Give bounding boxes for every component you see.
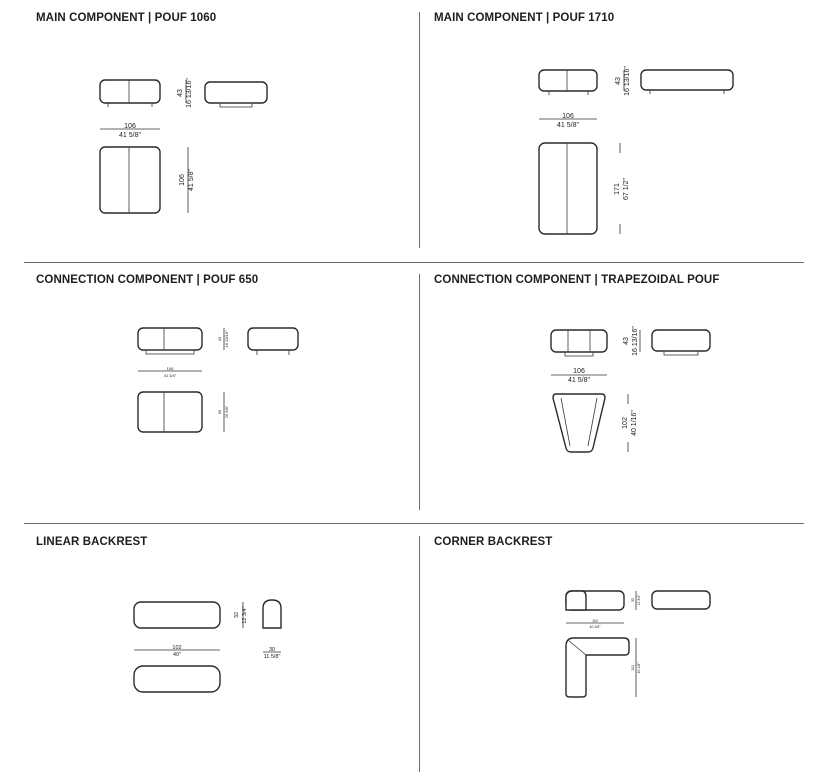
pouf-650-height-cm: 43 bbox=[217, 336, 222, 342]
trapezoidal-pouf-front-view bbox=[551, 330, 607, 352]
pouf-650-top-view bbox=[138, 392, 202, 432]
pouf-1060-height-in: 16 13/16" bbox=[186, 78, 193, 108]
pouf-1710-front-view bbox=[539, 70, 597, 91]
corner-backrest-top-view bbox=[566, 638, 629, 697]
panel-title-pouf-1060: MAIN COMPONENT | POUF 1060 bbox=[36, 12, 217, 24]
corner-backrest-depth-in: 40 1/8" bbox=[637, 662, 641, 674]
pouf-1060-side-view bbox=[205, 82, 267, 103]
corner-backrest-depth-cm: 102 bbox=[631, 665, 635, 671]
corner-backrest-height-cm: 32 bbox=[631, 598, 635, 602]
trapezoidal-pouf-width-in: 41 5/8" bbox=[568, 377, 590, 384]
pouf-1710-depth-cm: 171 bbox=[614, 183, 621, 195]
pouf-1710-height-cm: 43 bbox=[615, 77, 622, 85]
pouf-650-width-in: 41 3/4" bbox=[163, 373, 177, 378]
pouf-650-front-view bbox=[138, 328, 202, 350]
pouf-650-depth-cm: 65 bbox=[217, 409, 222, 415]
pouf-650-width-cm: 106 bbox=[166, 366, 174, 371]
pouf-1060-width-cm: 106 bbox=[124, 123, 136, 130]
pouf-1710-depth-in: 67 1/2" bbox=[623, 178, 630, 200]
linear-backrest-top-view bbox=[134, 666, 220, 692]
corner-backrest-height-in: 12 3/4" bbox=[637, 594, 641, 606]
trapezoidal-pouf-height-cm: 43 bbox=[623, 337, 630, 345]
pouf-1060-width-in: 41 5/8" bbox=[119, 132, 141, 139]
corner-backrest-drawing bbox=[566, 591, 710, 697]
trapezoidal-pouf-side-view bbox=[652, 330, 710, 351]
pouf-650-side-view bbox=[248, 328, 298, 350]
corner-backrest-width-in: 40 1/8" bbox=[589, 625, 601, 629]
trapezoidal-pouf-depth-in: 40 1/16" bbox=[631, 410, 638, 436]
pouf-1060-depth-cm: 106 bbox=[179, 174, 186, 186]
pouf-1060-front-view bbox=[100, 80, 160, 103]
linear-backrest-width-cm: 102 bbox=[172, 645, 182, 651]
linear-backrest-height-cm: 32 bbox=[234, 611, 240, 619]
trapezoidal-pouf-top-view bbox=[553, 394, 605, 452]
pouf-1060-top-view bbox=[100, 147, 160, 213]
linear-backrest-height-in: 12 3/4" bbox=[242, 606, 248, 624]
pouf-1060-drawing bbox=[100, 80, 267, 213]
pouf-1710-width-in: 41 5/8" bbox=[557, 122, 579, 129]
corner-backrest-width-cm: 102 bbox=[592, 619, 598, 623]
panel-title-pouf-1710: MAIN COMPONENT | POUF 1710 bbox=[434, 12, 615, 24]
trapezoidal-pouf-width-cm: 106 bbox=[573, 368, 585, 375]
pouf-1710-top-view bbox=[539, 143, 597, 234]
corner-backrest-side-view bbox=[652, 591, 710, 609]
linear-backrest-side-view bbox=[263, 600, 281, 628]
linear-backrest-depth-cm: 30 bbox=[268, 647, 276, 653]
linear-backrest-drawing bbox=[134, 600, 281, 692]
panel-title-corner-backrest: CORNER BACKREST bbox=[434, 536, 553, 548]
pouf-1060-depth-in: 41 5/8" bbox=[188, 169, 195, 191]
pouf-1710-height-in: 16 13/16" bbox=[624, 66, 631, 96]
pouf-650-height-in: 16 13/16" bbox=[224, 330, 229, 348]
trapezoidal-pouf-height-in: 16 13/16" bbox=[632, 326, 639, 356]
panel-title-linear-backrest: LINEAR BACKREST bbox=[36, 536, 148, 548]
pouf-650-depth-in: 25 5/8" bbox=[224, 405, 229, 419]
trapezoidal-pouf-depth-cm: 102 bbox=[622, 417, 629, 429]
linear-backrest-depth-in: 11 5/8" bbox=[263, 654, 281, 660]
pouf-1710-side-view bbox=[641, 70, 733, 90]
pouf-1710-drawing bbox=[539, 70, 733, 234]
linear-backrest-width-in: 40" bbox=[172, 652, 182, 658]
panel-title-trapezoidal-pouf: CONNECTION COMPONENT | TRAPEZOIDAL POUF bbox=[434, 274, 720, 286]
panel-title-pouf-650: CONNECTION COMPONENT | POUF 650 bbox=[36, 274, 259, 286]
pouf-1060-height-cm: 43 bbox=[177, 89, 184, 97]
pouf-1710-width-cm: 106 bbox=[562, 113, 574, 120]
pouf-650-drawing bbox=[138, 328, 298, 432]
linear-backrest-front-view bbox=[134, 602, 220, 628]
